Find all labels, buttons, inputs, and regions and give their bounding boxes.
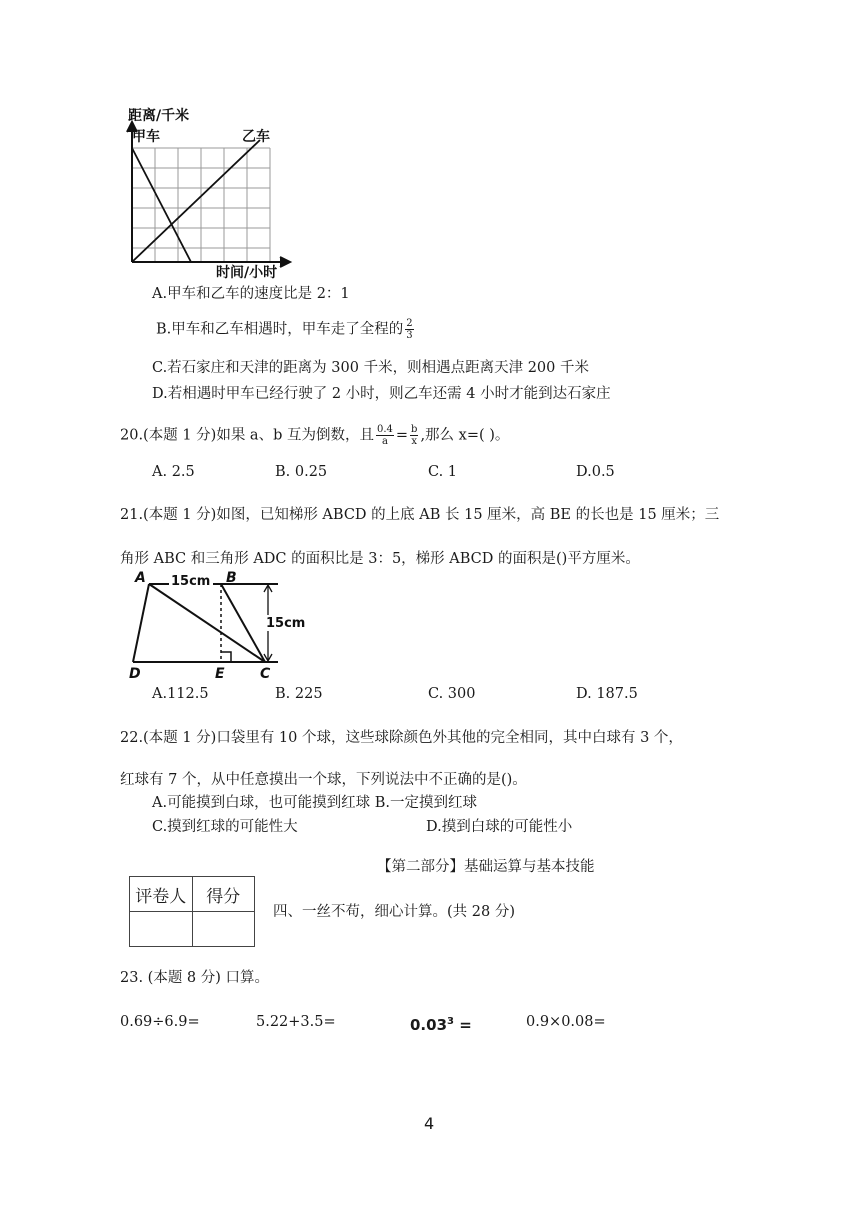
q20-stem <box>120 424 509 447</box>
q20-option-b: B. 0.25 <box>275 464 328 480</box>
q23-item-3-base: 0.03 <box>410 1016 448 1034</box>
section-heading: 四、一丝不苟，细心计算。(共 28 分) <box>273 904 515 920</box>
chart-grid <box>132 148 270 262</box>
y-axis-label: 距离/千米 <box>128 108 190 124</box>
label-height-length: 15cm <box>266 616 306 631</box>
fraction-numerator: 2 <box>406 318 413 329</box>
fraction-denominator: 3 <box>406 330 413 341</box>
grader-table <box>129 876 255 947</box>
distance-time-chart <box>108 100 308 280</box>
line-jia <box>132 148 191 262</box>
q22-stem-line1: 22.(本题 1 分)口袋里有 10 个球，这些球除颜色外其他的完全相同，其中白球有 3 个， <box>120 730 683 746</box>
q22-option-d: D.摸到白球的可能性小 <box>426 819 573 835</box>
q20-fraction-2 <box>410 424 418 447</box>
score-cell[interactable] <box>192 912 255 947</box>
q19-option-b <box>156 318 416 341</box>
q19-option-b-text: B.甲车和乙车相遇时，甲车走了全程的 <box>156 321 404 338</box>
label-b: B <box>226 570 237 586</box>
q19-option-d: D.若相遇时甲车已经行驶了 2 小时，则乙车还需 4 小时才能到达石家庄 <box>152 386 611 402</box>
q20-prefix: 20.(本题 1 分)如果 a、b 互为倒数，且 <box>120 427 374 444</box>
label-e: E <box>215 666 225 679</box>
label-jia: 甲车 <box>132 129 160 145</box>
x-axis-label: 时间/小时 <box>216 265 278 280</box>
q21-option-d: D. 187.5 <box>576 686 638 702</box>
label-a: A <box>135 570 146 586</box>
fraction-two-thirds <box>405 318 413 341</box>
q21-option-c: C. 300 <box>428 686 476 702</box>
q20-option-c: C. 1 <box>428 464 458 480</box>
trapezoid-figure <box>125 564 310 679</box>
q20-frac2-num: b <box>411 424 418 435</box>
label-yi: 乙车 <box>242 129 270 145</box>
q20-equals: = <box>395 427 409 444</box>
page-number: 4 <box>424 1114 435 1133</box>
q23-item-2: 5.22+3.5= <box>256 1014 336 1030</box>
q23-item-3-exponent: 3 <box>447 1016 454 1027</box>
label-d: D <box>129 666 141 679</box>
q22-stem-line2: 红球有 7 个，从中任意摸出一个球，下列说法中不正确的是()。 <box>120 772 527 788</box>
line-yi <box>132 140 260 262</box>
q19-option-a: A.甲车和乙车的速度比是 2：1 <box>152 286 350 302</box>
label-top-length: 15cm <box>171 574 211 589</box>
q21-option-a: A.112.5 <box>152 686 209 702</box>
q23-item-1: 0.69÷6.9= <box>120 1014 200 1030</box>
q20-frac1-den: a <box>381 436 388 447</box>
q20-suffix: ,那么 x=( )。 <box>420 427 510 444</box>
q23-item-3-equals: = <box>459 1016 472 1034</box>
q22-option-ab: A.可能摸到白球，也可能摸到红球 B.一定摸到红球 <box>152 795 477 811</box>
grader-cell[interactable] <box>130 912 193 947</box>
q20-option-a: A. 2.5 <box>152 464 195 480</box>
q21-option-b: B. 225 <box>275 686 323 702</box>
q19-option-c: C.若石家庄和天津的距离为 300 千米，则相遇点距离天津 200 千米 <box>152 360 589 376</box>
label-c: C <box>260 666 271 679</box>
q20-frac2-den: x <box>411 436 418 447</box>
q20-frac1-num: 0.4 <box>376 424 393 435</box>
grader-header: 评卷人 <box>130 877 193 912</box>
q23-item-4: 0.9×0.08= <box>526 1014 606 1030</box>
q22-option-c: C.摸到红球的可能性大 <box>152 819 298 835</box>
q21-stem-line2: 角形 ABC 和三角形 ADC 的面积比是 3：5，梯形 ABCD 的面积是()平方厘米。 <box>120 551 640 567</box>
q23-title: 23. (本题 8 分) 口算。 <box>120 970 270 986</box>
score-header: 得分 <box>192 877 255 912</box>
q23-item-3 <box>410 1012 472 1035</box>
q20-option-d: D.0.5 <box>576 464 615 480</box>
q20-fraction-1 <box>376 424 394 447</box>
q21-stem-line1: 21.(本题 1 分)如图，已知梯形 ABCD 的上底 AB 长 15 厘米，高 BE 的长也是 15 厘米；三 <box>120 507 720 523</box>
section-title: 【第二部分】基础运算与基本技能 <box>377 859 595 875</box>
